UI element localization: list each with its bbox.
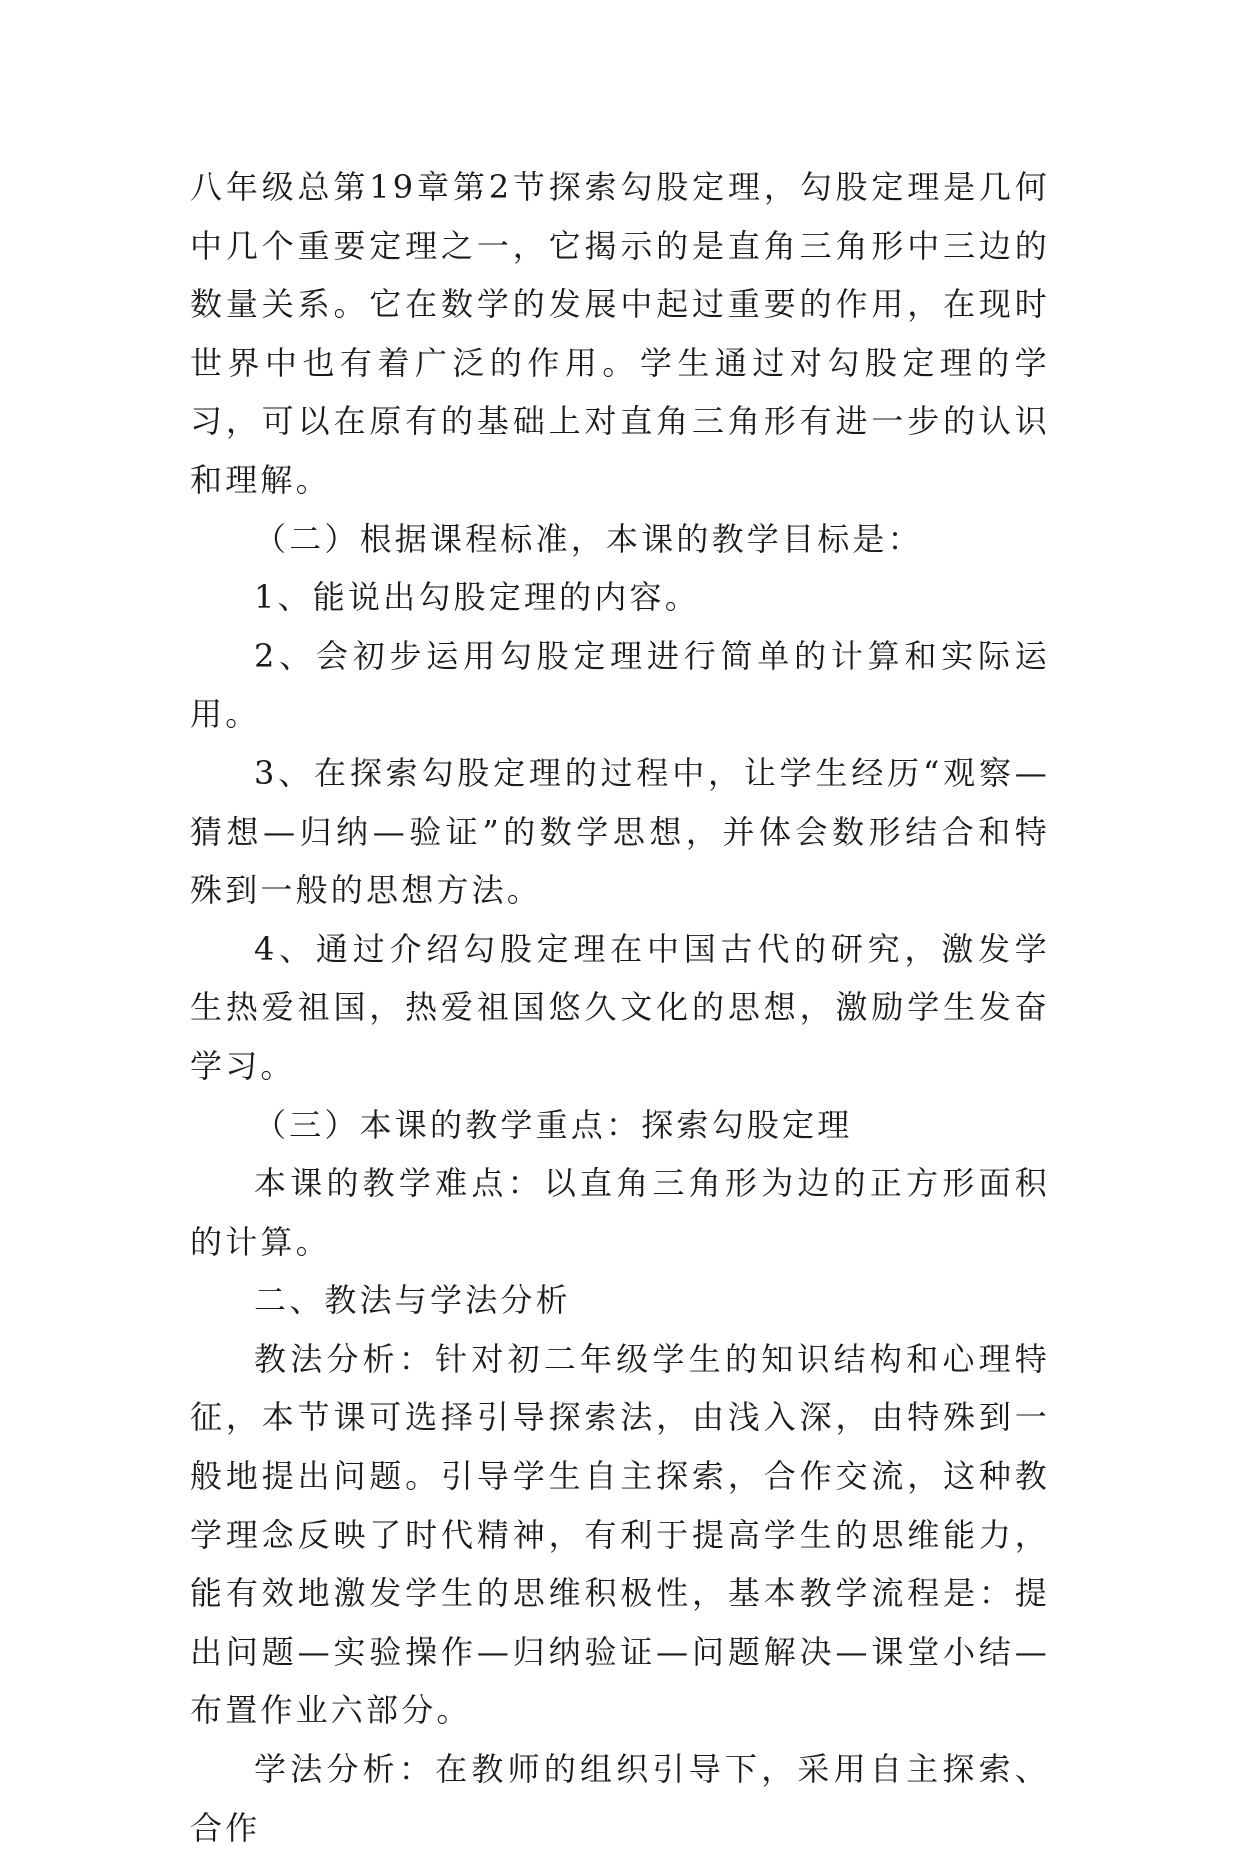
difficulty-paragraph: 本课的教学难点：以直角三角形为边的正方形面积的计算。 <box>190 1164 1050 1261</box>
objective-item-2: 2、会初步运用勾股定理进行简单的计算和实际运用。 <box>190 636 1050 734</box>
section-heading-methods: 二、教法与学法分析 <box>254 1281 571 1320</box>
objective-item-4: 4、通过介绍勾股定理在中国古代的研究，激发学生热爱祖国，热爱祖国悠久文化的思想，激励学生发奋学习。 <box>190 929 1050 1085</box>
objective-item-3: 3、在探索勾股定理的过程中，让学生经历“观察—猜想—归纳—验证”的数学思想，并体会数形结合和特殊到一般的思想方法。 <box>190 753 1050 910</box>
intro-paragraph: 八年级总第19章第2节探索勾股定理，勾股定理是几何中几个重要定理之一，它揭示的是直角三角形中三边的数量关系。它在数学的发展中起过重要的作用，在现时世界中也有着广泛的作用。学生通过对勾股定理的学习，可以在原有的基础上对直角三角形有进一步的认识和理解。 <box>190 168 1050 499</box>
teaching-method-paragraph: 教法分析：针对初二年级学生的知识结构和心理特征，本节课可选择引导探索法，由浅入深，由特殊到一般地提出问题。引导学生自主探索，合作交流，这种教学理念反映了时代精神，有利于提高学生的思维能力，能有效地激发学生的思维积极性，基本教学流程是：提出问题—实验操作—归纳验证—问题解决—课堂小结—布置作业六部分。 <box>190 1339 1050 1730</box>
key-point-heading: （三）本课的教学重点：探索勾股定理 <box>254 1105 853 1144</box>
objectives-heading: （二）根据课程标准，本课的教学目标是： <box>254 519 923 558</box>
learning-method-paragraph: 学法分析：在教师的组织引导下，采用自主探索、合作 <box>190 1750 1050 1847</box>
objective-item-1: 1、能说出勾股定理的内容。 <box>254 578 700 617</box>
document-body <box>190 158 1050 1857</box>
